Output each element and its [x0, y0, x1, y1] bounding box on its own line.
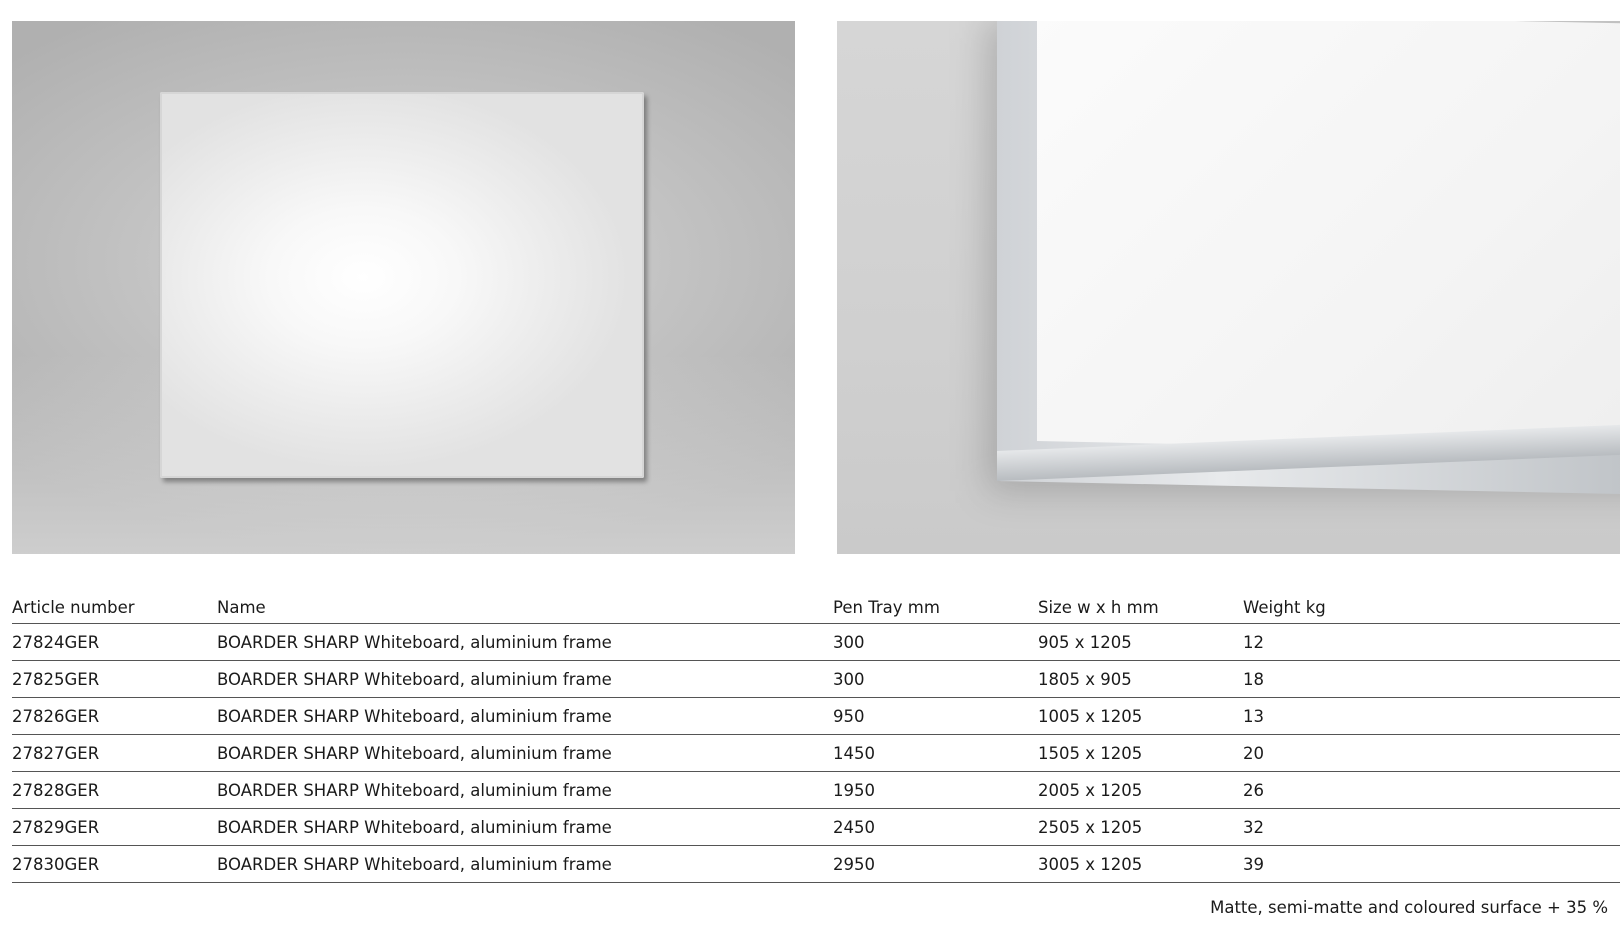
cell-weight: 13: [1243, 698, 1620, 735]
cell-size: 2005 x 1205: [1038, 772, 1243, 809]
cell-pen-tray: 300: [833, 624, 1038, 661]
cell-name: BOARDER SHARP Whiteboard, aluminium frame: [217, 772, 833, 809]
cell-name: BOARDER SHARP Whiteboard, aluminium frame: [217, 846, 833, 883]
spec-table: [12, 596, 1620, 883]
cell-article-number: 27829GER: [12, 809, 217, 846]
whiteboard-surface: [1037, 21, 1620, 454]
cell-weight: 39: [1243, 846, 1620, 883]
table-row: [12, 624, 1620, 661]
table-row: [12, 735, 1620, 772]
header-pen-tray: Pen Tray mm: [833, 596, 1038, 624]
cell-weight: 32: [1243, 809, 1620, 846]
cell-pen-tray: 2450: [833, 809, 1038, 846]
cell-article-number: 27828GER: [12, 772, 217, 809]
table-row: [12, 846, 1620, 883]
header-weight: Weight kg: [1243, 596, 1620, 624]
cell-article-number: 27826GER: [12, 698, 217, 735]
header-name: Name: [217, 596, 833, 624]
cell-pen-tray: 300: [833, 661, 1038, 698]
surface-surcharge-note: Matte, semi-matte and coloured surface + 35 %: [1210, 898, 1608, 917]
cell-size: 3005 x 1205: [1038, 846, 1243, 883]
cell-weight: 18: [1243, 661, 1620, 698]
cell-name: BOARDER SHARP Whiteboard, aluminium frame: [217, 698, 833, 735]
cell-name: BOARDER SHARP Whiteboard, aluminium frame: [217, 661, 833, 698]
cell-size: 1805 x 905: [1038, 661, 1243, 698]
header-size: Size w x h mm: [1038, 596, 1243, 624]
cell-size: 905 x 1205: [1038, 624, 1243, 661]
table-row: [12, 698, 1620, 735]
table-row: [12, 661, 1620, 698]
cell-size: 1505 x 1205: [1038, 735, 1243, 772]
whiteboard-front: [160, 92, 644, 478]
table-row: [12, 809, 1620, 846]
cell-article-number: 27824GER: [12, 624, 217, 661]
cell-pen-tray: 2950: [833, 846, 1038, 883]
cell-weight: 12: [1243, 624, 1620, 661]
whiteboard-frame-closeup-photo: [837, 21, 1620, 554]
table-row: [12, 772, 1620, 809]
cell-size: 2505 x 1205: [1038, 809, 1243, 846]
table-header-row: [12, 596, 1620, 624]
cell-size: 1005 x 1205: [1038, 698, 1243, 735]
cell-name: BOARDER SHARP Whiteboard, aluminium frame: [217, 735, 833, 772]
whiteboard-front-photo: [12, 21, 795, 554]
header-article-number: Article number: [12, 596, 217, 624]
cell-name: BOARDER SHARP Whiteboard, aluminium frame: [217, 809, 833, 846]
cell-weight: 20: [1243, 735, 1620, 772]
cell-article-number: 27827GER: [12, 735, 217, 772]
cell-pen-tray: 950: [833, 698, 1038, 735]
cell-weight: 26: [1243, 772, 1620, 809]
cell-article-number: 27830GER: [12, 846, 217, 883]
cell-name: BOARDER SHARP Whiteboard, aluminium frame: [217, 624, 833, 661]
cell-article-number: 27825GER: [12, 661, 217, 698]
cell-pen-tray: 1450: [833, 735, 1038, 772]
cell-pen-tray: 1950: [833, 772, 1038, 809]
